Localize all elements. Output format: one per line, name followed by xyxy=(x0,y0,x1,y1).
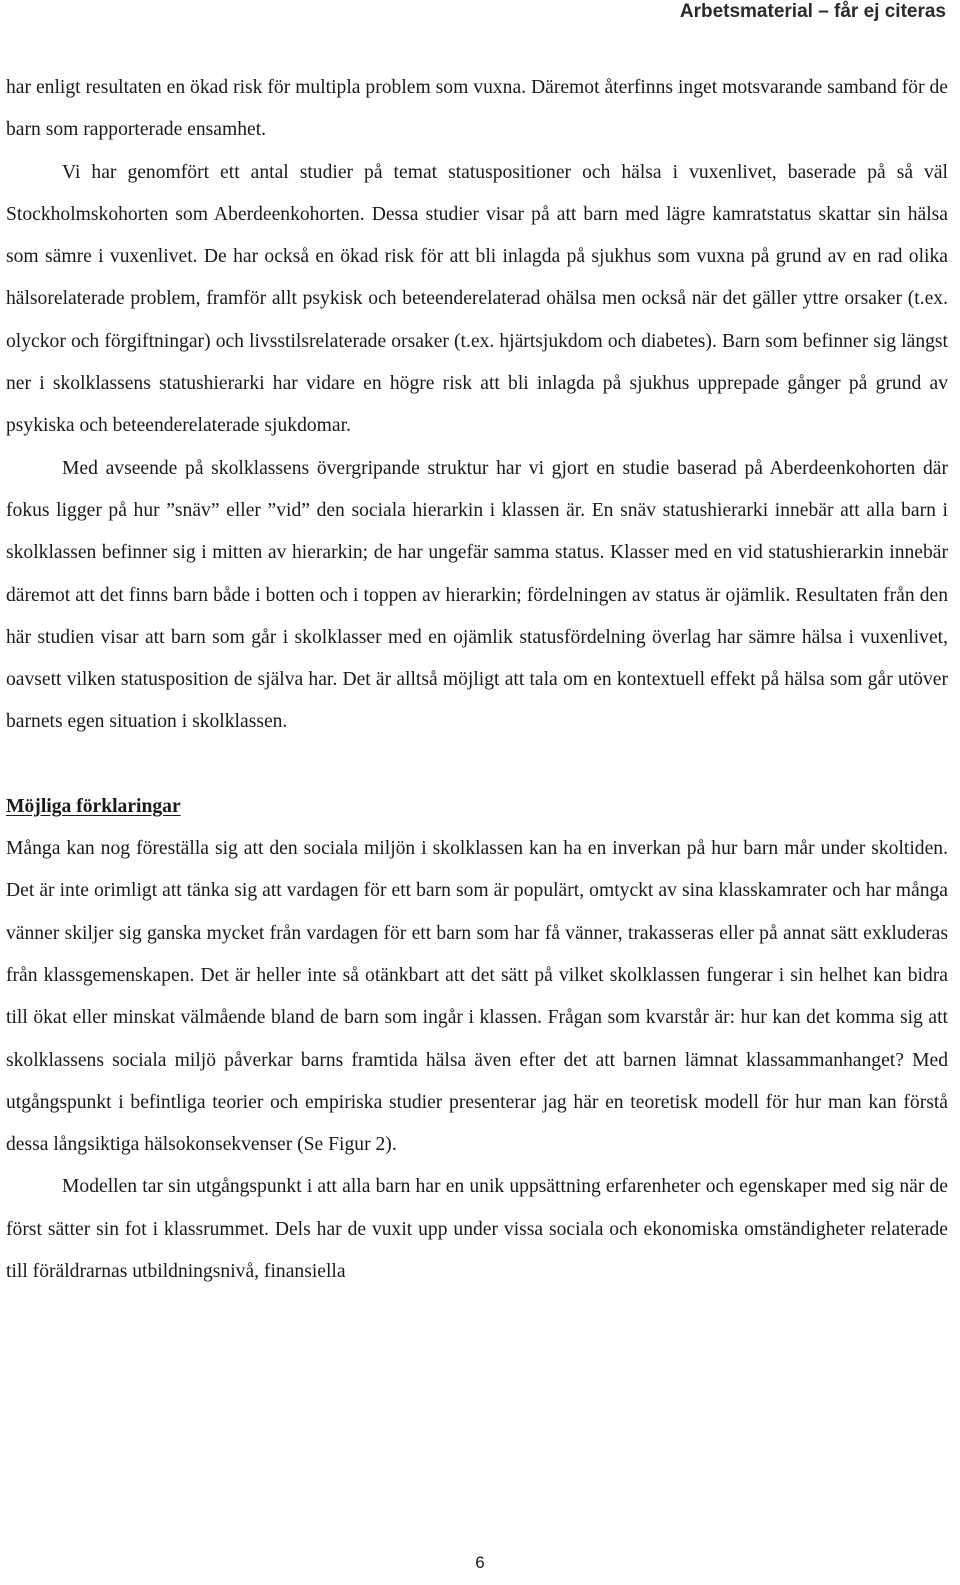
paragraph-1: har enligt resultaten en ökad risk för multipla problem som vuxna. Däremot återfinns inget motsvarande samband för de barn som rapporterade ensamhet. xyxy=(6,77,948,141)
document-body xyxy=(6,67,948,1293)
paragraph-3: Med avseende på skolklassens övergripande struktur har vi gjort en studie baserad på Aberdeenkohorten där fokus ligger på hur ”snäv” eller ”vid” den sociala hierarkin i klassen är. En snäv statushierarki innebär att alla barn i skolklassen befinner sig i mitten av hierarkin; de har ungefär samma status. Klasser med en vid statushierarkin innebär däremot att det finns barn både i botten och i toppen av hierarkin; fördelningen av status är ojämlik. Resultaten från den här studien visar att barn som går i skolklasser med en ojämlik statusfördelning överlag har sämre hälsa i vuxenlivet, oavsett vilken statusposition de själva har. Det är alltså möjligt att tala om en kontextuell effekt på hälsa som går utöver barnets egen situation i skolklassen. xyxy=(6,457,948,733)
paragraph-2: Vi har genomfört ett antal studier på temat statuspositioner och hälsa i vuxenlivet, baserade på så väl Stockholmskohorten som Aberdeenkohorten. Dessa studier visar på att barn med lägre kamratstatus skattar sin hälsa som sämre i vuxenlivet. De har också en ökad risk för att bli inlagda på sjukhus som vuxna på grund av en rad olika hälsorelaterade problem, framför allt psykisk och beteenderelaterad ohälsa men också när det gäller yttre orsaker (t.ex. olyckor och förgiftningar) och livsstilsrelaterade orsaker (t.ex. hjärtsjukdom och diabetes). Barn som befinner sig längst ner i skolklassens statushierarki har vidare en högre risk att bli inlagda på sjukhus upprepade gånger på grund av psykiska och beteenderelaterade sjukdomar. xyxy=(6,161,948,437)
paragraph-5: Modellen tar sin utgångspunkt i att alla barn har en unik uppsättning erfarenheter och egenskaper med sig när de först sätter sin fot i klassrummet. Dels har de vuxit upp under vissa sociala och ekonomiska omständigheter relaterade till föräldrarnas utbildningsnivå, finansiella xyxy=(6,1176,948,1283)
section-heading: Möjliga förklaringar xyxy=(6,795,181,817)
page-number: 6 xyxy=(475,1553,485,1572)
document-header-label: Arbetsmaterial – får ej citeras xyxy=(679,1,946,22)
paragraph-4: Många kan nog föreställa sig att den sociala miljön i skolklassen kan ha en inverkan på hur barn mår under skoltiden. Det är inte orimligt att tänka sig att vardagen för ett barn som är populärt, omtyckt av sina klasskamrater och har många vänner skiljer sig ganska mycket från vardagen för ett barn som har få vänner, trakasseras eller på annat sätt exkluderas från klassgemenskapen. Det är heller inte så otänkbart att det sätt på vilket skolklassen fungerar i sin helhet kan bidra till ökat eller minskat välmående bland de barn som ingår i klassen. Frågan som kvarstår är: hur kan det komma sig att skolklassens sociala miljö påverkar barns framtida hälsa även efter det att barnen lämnat klassammanhanget? Med utgångspunkt i befintliga teorier och empiriska studier presenterar jag här en teoretisk modell för hur man kan förstå dessa långsiktiga hälsokonsekvenser (Se Figur 2). xyxy=(6,838,948,1156)
section-spacer xyxy=(6,744,948,786)
